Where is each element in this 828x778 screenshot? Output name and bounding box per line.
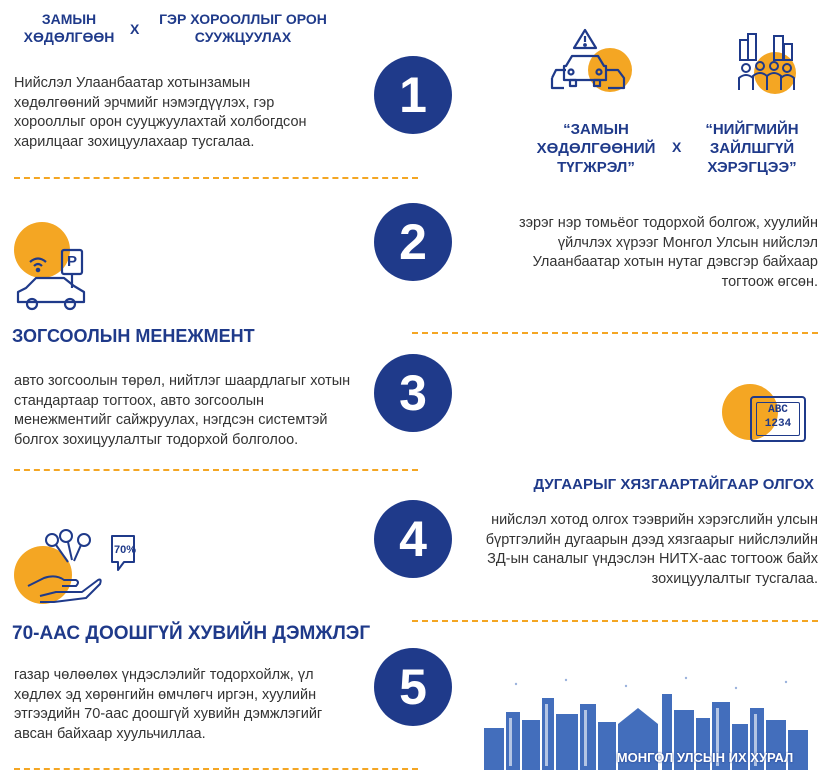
license-plate-icon: [722, 384, 812, 446]
section2-text: зэрэг нэр томьёог тодорхой болгож, хуулийн үйлчлэх хүрээг Монгол Улсын нийслэл Улаанбаатар хотын нутаг дэвсгэр байхаар тогтоож өгсөн.: [518, 215, 818, 290]
parking-sign-letter: P: [66, 253, 77, 270]
section3-text: авто зогсоолын төрөл, нийтлэг шаардлагыг хотын стандартаар тогтоох, авто зогсоолын менежментийг сайжруулах, нэгдсэн системтэй болгох зохицуулалтыг тодорхой болголоо.: [14, 373, 351, 448]
hand-keys-icon: [10, 528, 140, 606]
section5-title: 70-ААС ДООШГҮЙ ХУВИЙН ДЭМЖЛЭГ: [12, 623, 371, 644]
crowd-icon: [734, 30, 798, 94]
right-title-ger: ГЭР ХОРООЛЛЫГ ОРОН СУУЖЦУУЛАХ: [159, 11, 327, 45]
divider-4: [412, 620, 818, 622]
divider-1: [14, 177, 418, 179]
step-number-2: 2: [374, 203, 452, 281]
left-title-zamyn: ЗАМЫН ХӨДӨЛГӨӨН: [23, 11, 115, 45]
parking-car-icon: [12, 222, 94, 312]
section5-text: газар чөлөөлөх үндэслэлийг тодорхойлж, үл хөдлөх эд хөрөнгийн өмчлөгч иргэн, хуулийн этгээдийн 70-аас доошгүй хувийн дэмжлэгийг авсан байхаар хуульчиллаа.: [14, 667, 323, 742]
plate-letters: ABC: [768, 404, 788, 416]
traffic-jam-icon: [548, 26, 632, 98]
divider-2: [412, 332, 818, 334]
divider-5: [14, 768, 418, 770]
section4-title: ДУГААРЫГ ХЯЗГААРТАЙГААР ОЛГОХ: [533, 476, 814, 493]
section1-text: Нийслэл Улаанбаатар хотынзамын хөдөлгөөний эрчмийг нэмэгдүүлэх, гэр хорооллыг орон сууцжуулахтай холбогдсон харилцааг зохицуулахаар тусгалаа.: [14, 75, 307, 150]
step-number-4: 4: [374, 500, 452, 578]
percent-tag: 70%: [114, 544, 137, 556]
divider-3: [14, 469, 418, 471]
city-skyline-icon: [476, 664, 816, 770]
quote-social-need: “НИЙГМИЙН ЗАЙЛШГҮЙ ХЭРЭГЦЭЭ”: [705, 121, 799, 176]
right-x-separator: X: [672, 139, 682, 155]
step-number-3: 3: [374, 354, 452, 432]
x-separator: X: [130, 21, 140, 37]
plate-digits: 1234: [764, 418, 792, 430]
section4-text: нийслэл хотод олгох тээврийн хэрэгслийн улсын бүртгэлийн дугаарын дээд хязгаарыг нийслэлийн ЗД-ын саналыг үндэслэн НИТХ-аас тогтоож байх зохицуулалтыг тусгалаа.: [485, 512, 818, 587]
quote-traffic-jam: “ЗАМЫН ХӨДӨЛГӨӨНИЙ ТҮГЖРЭЛ”: [536, 121, 656, 176]
skyline-caption: МОНГОЛ УЛСЫН ИХ ХУРАЛ: [616, 750, 794, 765]
step-number-5: 5: [374, 648, 452, 726]
section2-title: ЗОГСООЛЫН МЕНЕЖМЕНТ: [12, 326, 255, 346]
step-number-1: 1: [374, 56, 452, 134]
